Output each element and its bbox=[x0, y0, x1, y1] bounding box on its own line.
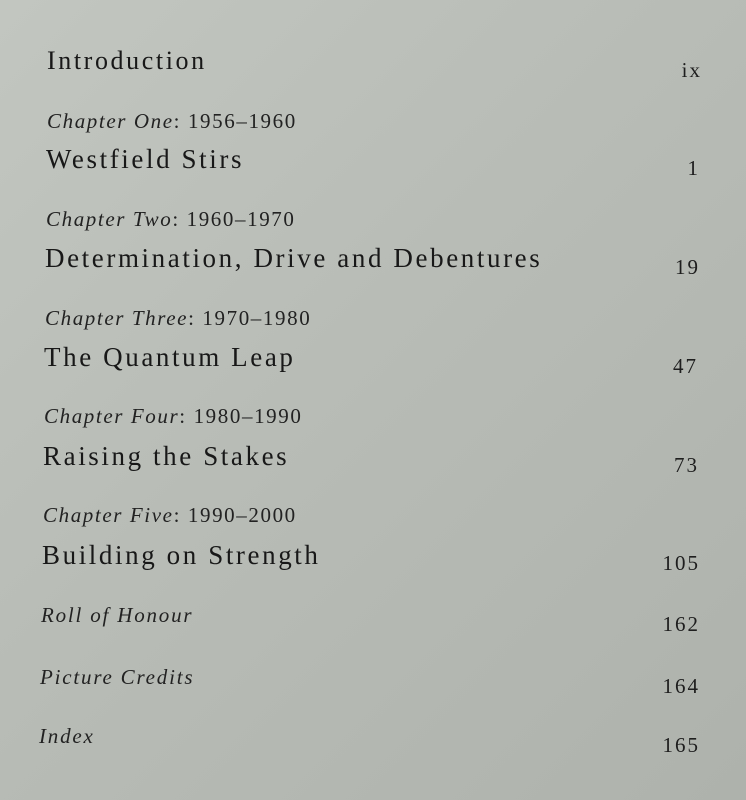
chapter-page: 47 bbox=[673, 354, 698, 378]
chapter-title: Determination, Drive and Debentures bbox=[45, 243, 543, 273]
chapter-label-years: : 1960–1970 bbox=[172, 207, 296, 231]
chapter-page: 105 bbox=[662, 551, 700, 575]
chapter-label-word: Chapter One bbox=[47, 109, 174, 133]
chapter-title: Building on Strength bbox=[42, 540, 321, 570]
chapter-label-word: Chapter Five bbox=[43, 503, 174, 527]
chapter-label-years: : 1956–1960 bbox=[173, 109, 297, 133]
chapter-label bbox=[47, 109, 297, 134]
toc-title-introduction: Introduction bbox=[47, 46, 207, 75]
chapter-label bbox=[46, 207, 296, 232]
chapter-label bbox=[43, 503, 297, 528]
chapter-page: 73 bbox=[674, 453, 699, 477]
back-matter-page: 165 bbox=[662, 733, 700, 757]
toc-page-introduction: ix bbox=[681, 58, 702, 82]
chapter-title: Raising the Stakes bbox=[43, 441, 290, 471]
chapter-label-word: Chapter Four bbox=[44, 404, 180, 428]
chapter-page: 1 bbox=[687, 156, 700, 180]
chapter-title: Westfield Stirs bbox=[46, 144, 245, 174]
back-matter-title: Index bbox=[39, 724, 95, 748]
chapter-label bbox=[44, 404, 302, 429]
back-matter-title: Picture Credits bbox=[40, 665, 195, 689]
back-matter-page: 164 bbox=[662, 674, 700, 698]
chapter-label-years: : 1990–2000 bbox=[173, 503, 297, 527]
chapter-label-years: : 1980–1990 bbox=[179, 404, 303, 428]
chapter-title: The Quantum Leap bbox=[44, 342, 296, 372]
back-matter-page: 162 bbox=[662, 612, 700, 636]
chapter-label-word: Chapter Two bbox=[46, 207, 173, 231]
chapter-label bbox=[45, 306, 311, 331]
chapter-label-word: Chapter Three bbox=[45, 306, 189, 330]
chapter-label-years: : 1970–1980 bbox=[188, 306, 312, 330]
chapter-page: 19 bbox=[675, 255, 700, 279]
back-matter-title: Roll of Honour bbox=[41, 603, 194, 627]
